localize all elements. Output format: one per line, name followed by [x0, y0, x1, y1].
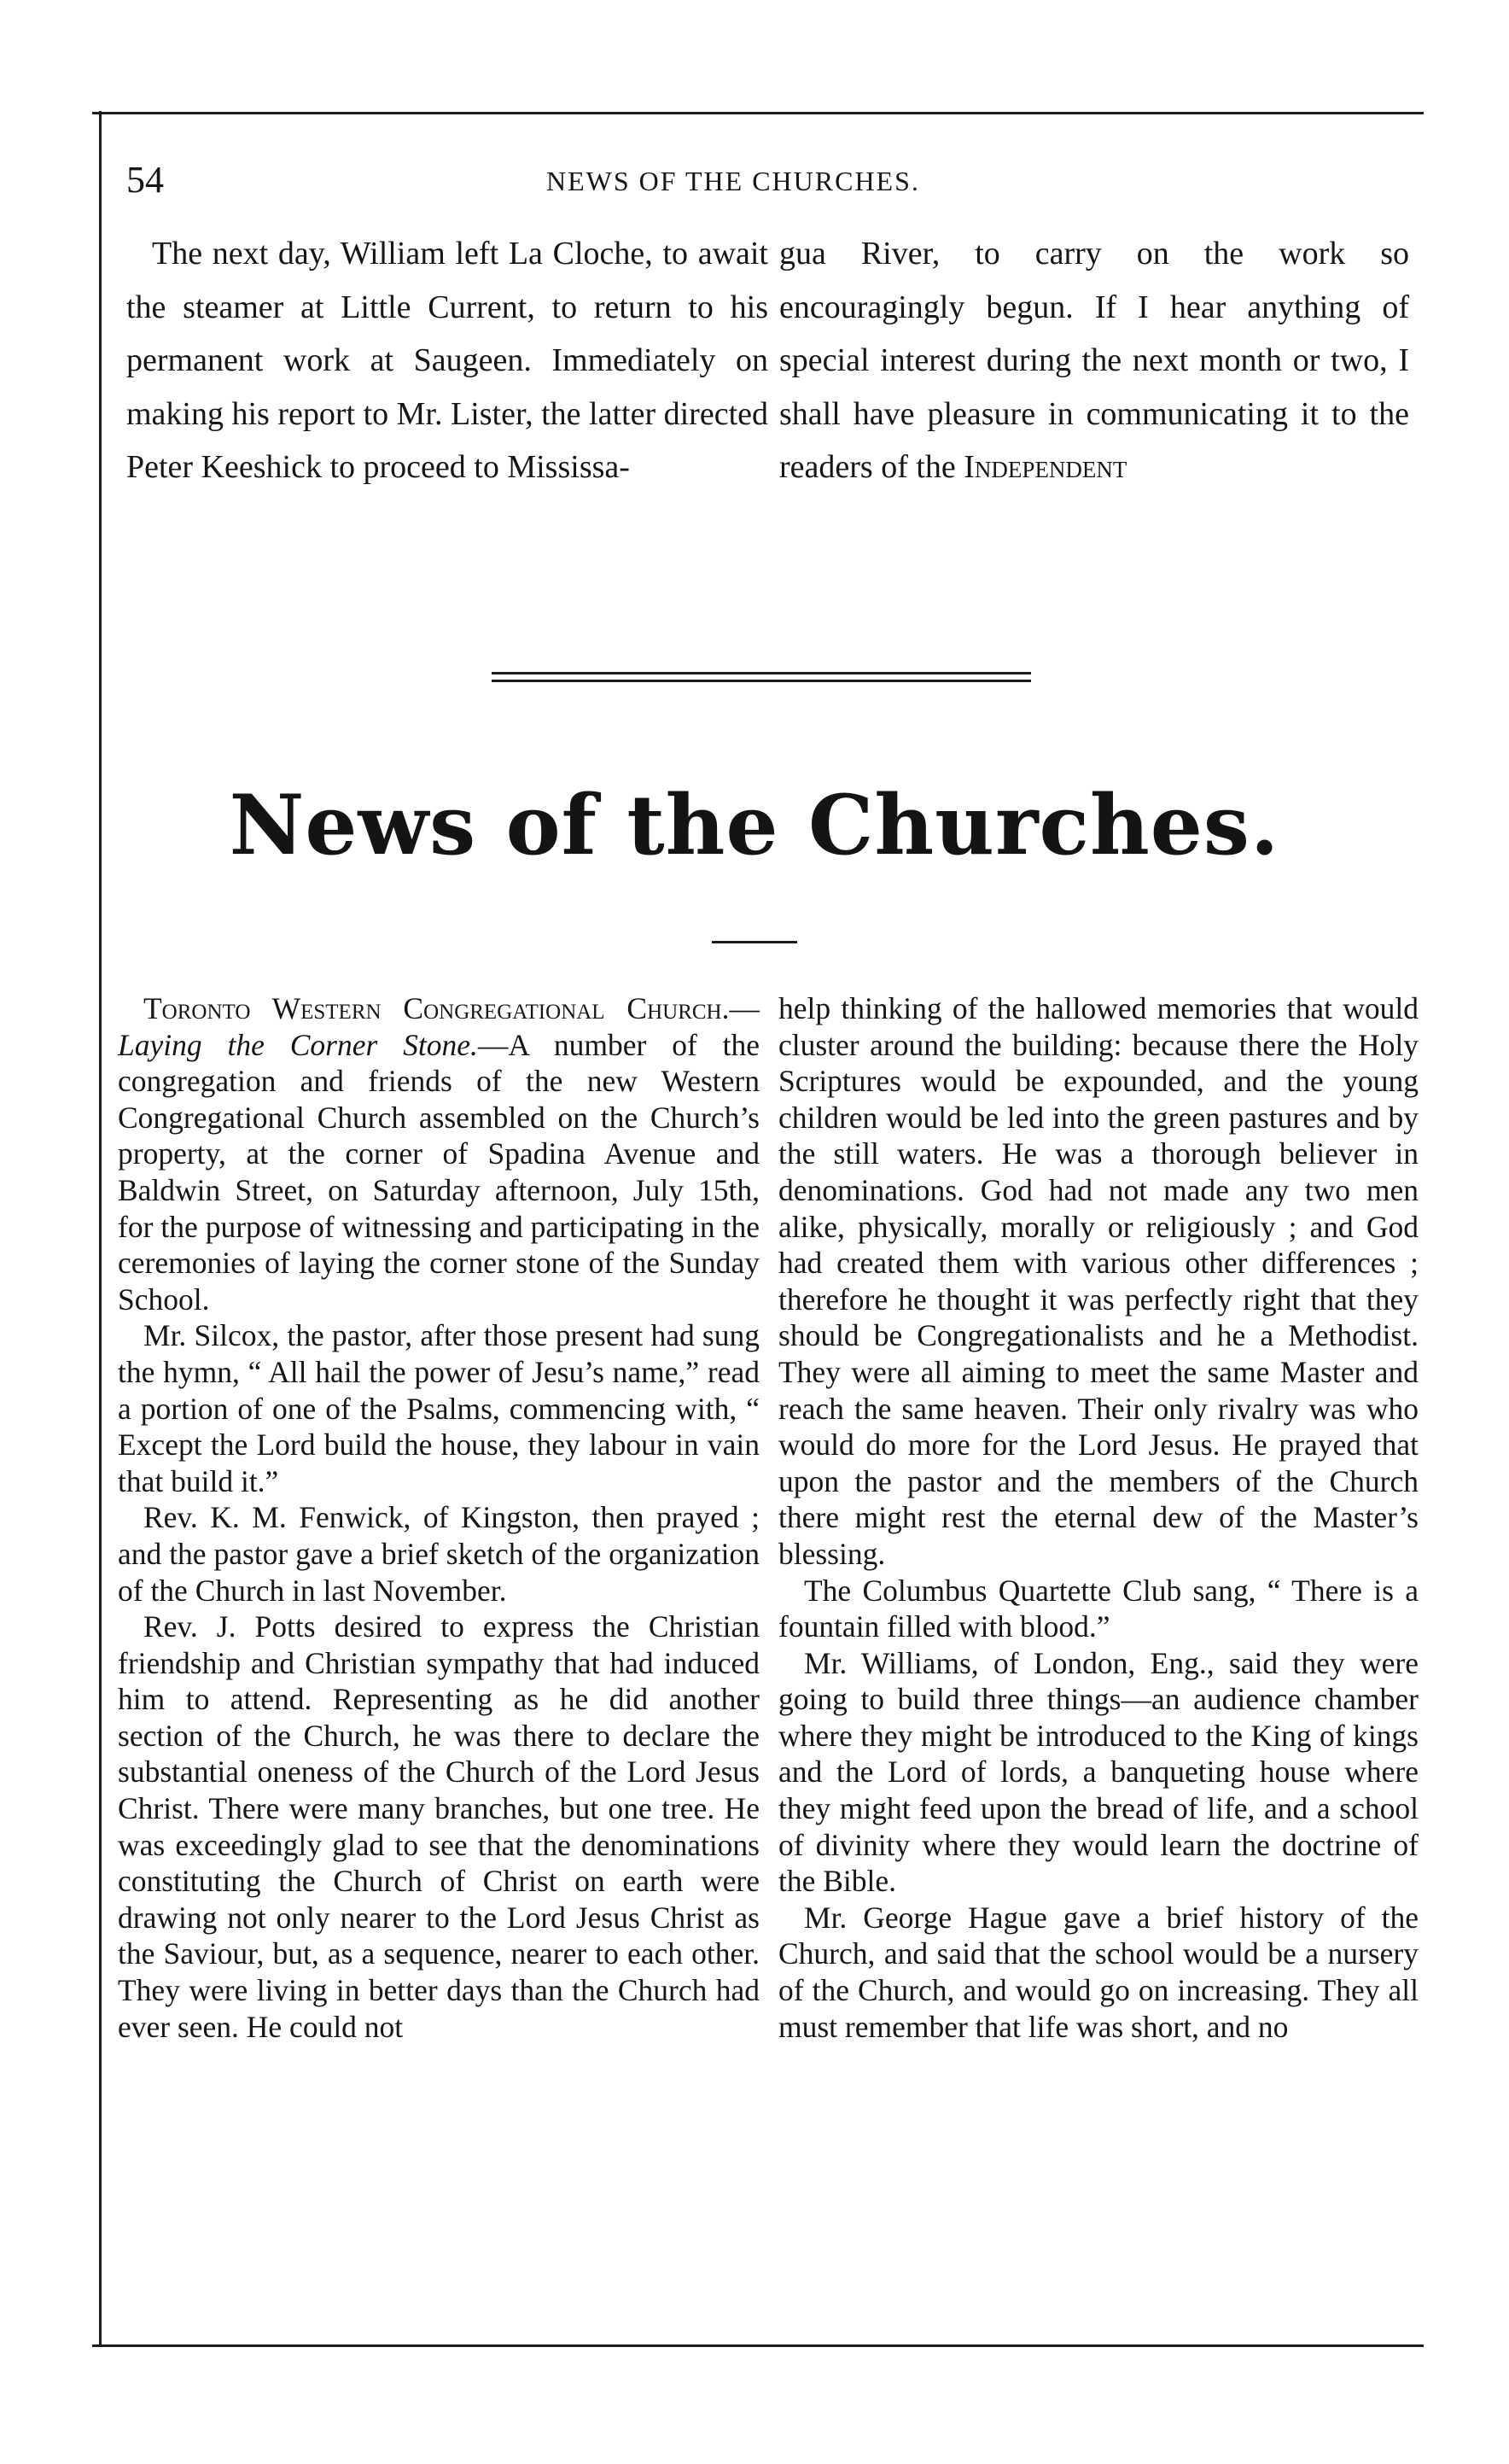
left-paragraph: Mr. Silcox, the pastor, after those present had sung the hymn, “ All hail the power of Jesu’s name,” read a portion of one of the Psalms, commencing with, “ Except the Lord build the house, they labour in vain that build it.”: [118, 1318, 760, 1498]
running-title: NEWS OF THE CHURCHES.: [546, 166, 920, 196]
section-separator: [492, 672, 1031, 682]
right-paragraph: The Columbus Quartette Club sang, “ There is a fountain filled with blood.”: [778, 1573, 1419, 1644]
top-left-paragraph: The next day, William left La Cloche, to await the steamer at Little Current, to return to his permanent work at Saugeen. Immediately on making his report to Mr. Lister, the latter directed Peter Keeshick to proceed to Mississa-: [126, 236, 768, 486]
left-border-rule: [99, 111, 102, 2346]
article-subheading: Laying the Corner Stone.: [118, 1027, 478, 1062]
lead-paragraph: [118, 990, 760, 1317]
left-article-column: [118, 990, 760, 2045]
independent-smallcaps: Independent: [964, 449, 1127, 486]
title-underline: [712, 941, 797, 943]
bottom-border-rule: [92, 2344, 1424, 2347]
right-article-column: [778, 990, 1419, 2045]
top-right-paragraph: [779, 227, 1409, 494]
lead-text: —A number of the congregation and friends of the new Western Congregational Church assembled on the Church’s property, at the corner of Spadina Avenue and Baldwin Street, on Saturday afternoon, July 15th, for the purpose of witnessing and participating in the ceremonies of laying the corner stone of the Sunday School.: [118, 1027, 760, 1317]
section-title: News of the Churches.: [229, 777, 1280, 873]
top-left-column: [126, 227, 768, 494]
heading-dash: —: [729, 991, 760, 1025]
left-paragraph: Rev. K. M. Fenwick, of Kingston, then prayed ; and the pastor gave a brief sketch of the organization of the Church in last November.: [118, 1500, 760, 1608]
page-number: 54: [126, 159, 164, 201]
right-paragraph: Mr. Williams, of London, Eng., said they were going to build three things—an audience chamber where they might be introduced to the King of kings and the Lord of lords, a banqueting house where they might feed upon the bread of life, and a school of divinity where they would learn the doctrine of the Bible.: [778, 1645, 1419, 1899]
right-paragraph: Mr. George Hague gave a brief history of the Church, and said that the school would be a nursery of the Church, and would go on increasing. They all must remember that life was short, and no: [778, 1900, 1419, 2044]
top-border-rule: [92, 112, 1424, 114]
top-right-column: [779, 227, 1409, 494]
article-heading: Toronto Western Congregational Church.: [143, 991, 730, 1025]
top-right-text: gua River, to carry on the work so encouragingly begun. If I hear anything of special interest during the next month or two, I shall have pleasure in communicating it to the readers of the: [779, 236, 1409, 486]
right-paragraph: help thinking of the hallowed memories that would cluster around the building: because there the Holy Scriptures would be expounded, and the young children would be led into the green pastures and by the still waters. He was a thorough believer in denominations. God had not made any two men alike, physically, morally or religiously ; and God had created them with various other differences ; therefore he thought it was perfectly right that they should be Congregationalists and he a Methodist. They were all aiming to meet the same Master and reach the same heaven. Their only rivalry was who would do more for the Lord Jesus. He prayed that upon the pastor and the members of the Church there might rest the eternal dew of the Master’s blessing.: [778, 991, 1419, 1571]
left-paragraph: Rev. J. Potts desired to express the Christian friendship and Christian sympathy that had induced him to attend. Representing as he did another section of the Church, he was there to declare the substantial oneness of the Church of the Lord Jesus Christ. There were many branches, but one tree. He was exceedingly glad to see that the denominations constituting the Church of Christ on earth were drawing not only nearer to the Lord Jesus Christ as the Saviour, but, as a sequence, nearer to each other. They were living in better days than the Church had ever seen. He could not: [118, 1609, 760, 2044]
